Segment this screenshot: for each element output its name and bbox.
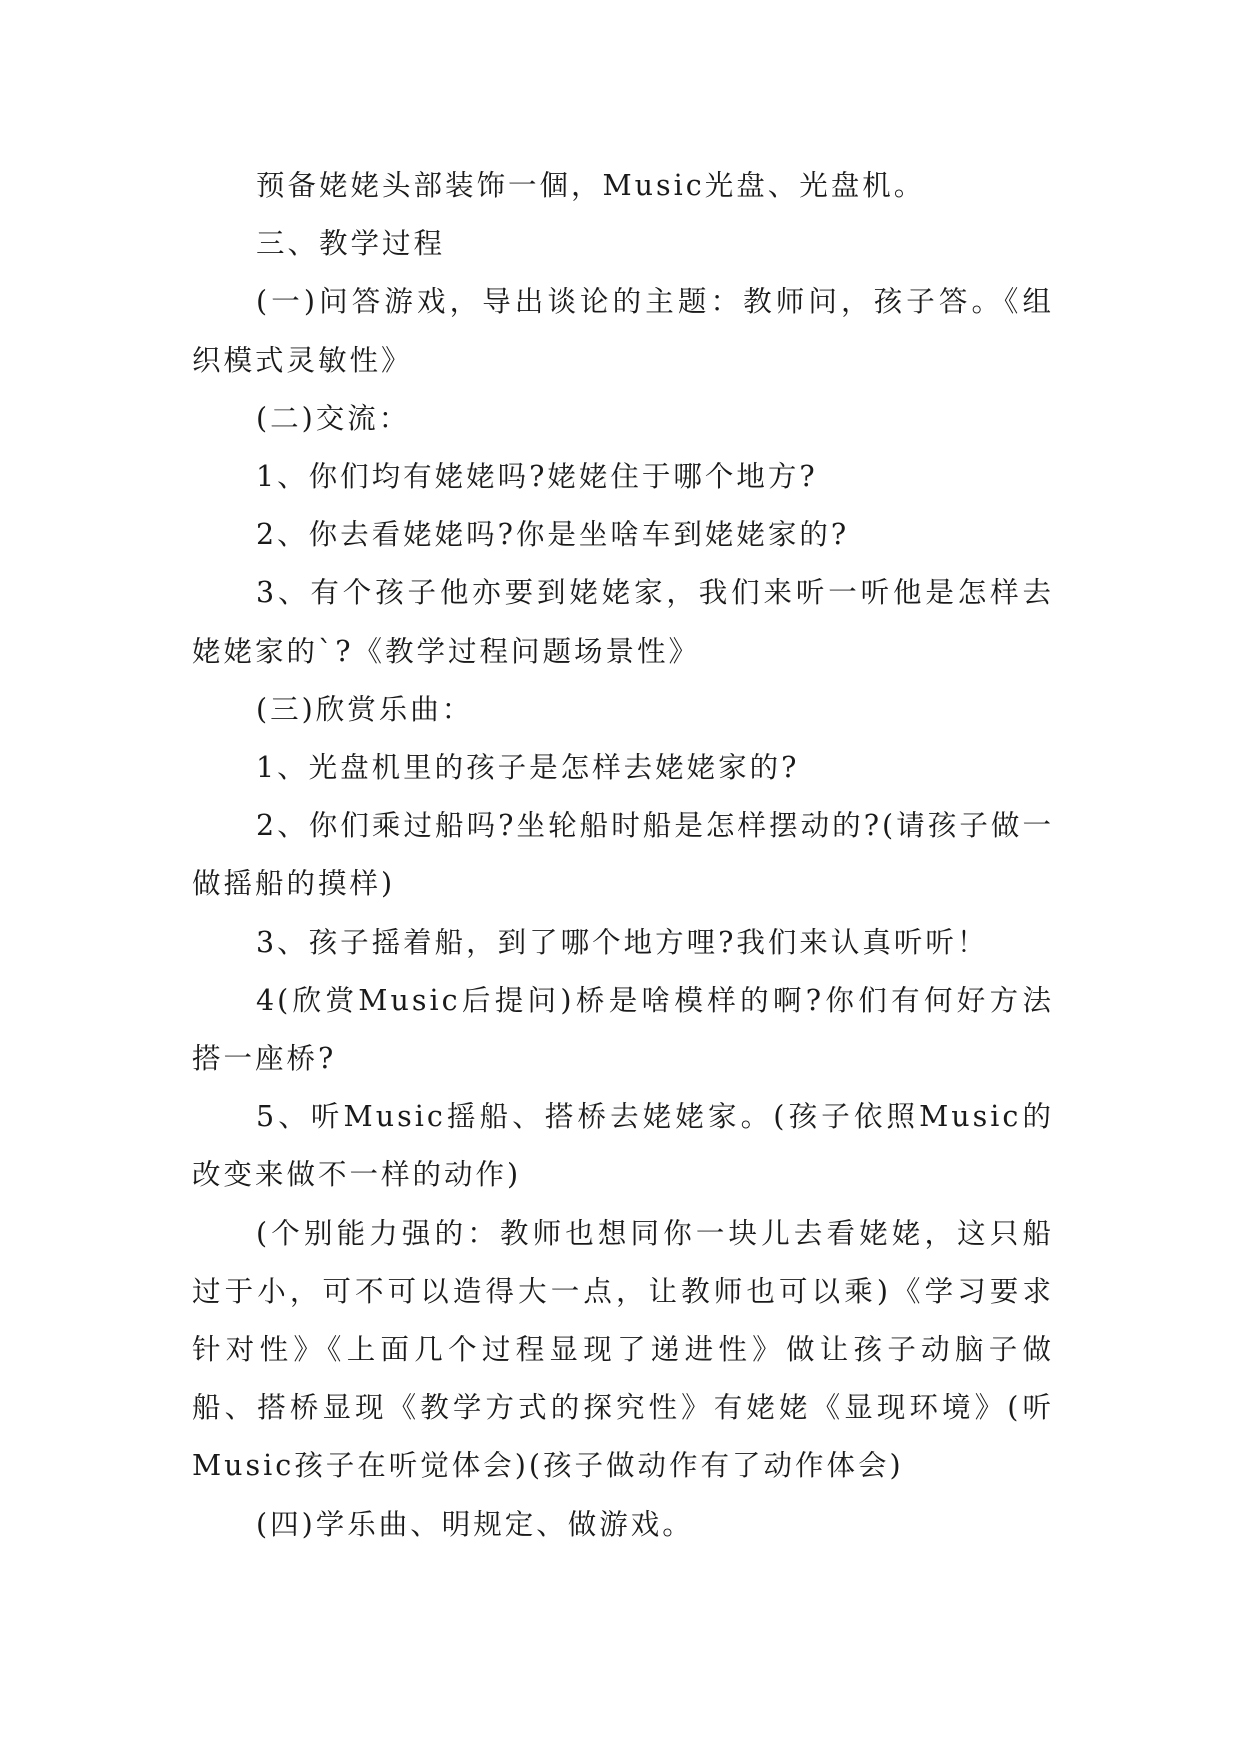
document-body [192,157,1054,1554]
paragraph-step-one: (一)问答游戏，导出谈论的主题：教师问，孩子答。《组织模式灵敏性》 [192,285,1054,377]
list-item: 3、有个孩子他亦要到姥姥家，我们来听一听他是怎样去姥姥家的`?《教学过程问题场景性》 [192,576,1054,668]
paragraph-preparation: 预备姥姥头部装饰一個，Music光盘、光盘机。 [256,169,926,202]
paragraph-step-three: (三)欣赏乐曲： [256,692,474,726]
paragraph-notes: (个别能力强的：教师也想同你一块儿去看姥姥，这只船过于小，可不可以造得大一点，让教师也可以乘)《学习要求针对性》《上面几个过程显现了递进性》做让孩子动脑子做船、搭桥显现《教学方式的探究性》有姥姥《显现环境》(听Music孩子在听觉体会)(孩子做动作有了动作体会) [192,1216,1054,1483]
list-item: 2、你们乘过船吗?坐轮船时船是怎样摆动的?(请孩子做一做摇船的摸样) [192,809,1054,901]
list-item: 1、你们均有姥姥吗?姥姥住于哪个地方? [256,460,818,494]
list-item: 1、光盘机里的孩子是怎样去姥姥家的? [256,751,800,785]
list-item: 2、你去看姥姥吗?你是坐啥车到姥姥家的? [256,518,850,552]
list-item: 5、听Music摇船、搭桥去姥姥家。(孩子依照Music的改变来做不一样的动作) [192,1100,1054,1192]
section-heading-teaching-process: 三、教学过程 [256,227,446,261]
paragraph-step-two: (二)交流： [256,401,411,435]
list-item: 3、孩子摇着船，到了哪个地方哩?我们来认真听听！ [256,925,989,959]
list-item: 4(欣赏Music后提问)桥是啥模样的啊?你们有何好方法搭一座桥? [192,983,1054,1076]
paragraph-step-four: (四)学乐曲、明规定、做游戏。 [256,1507,694,1541]
